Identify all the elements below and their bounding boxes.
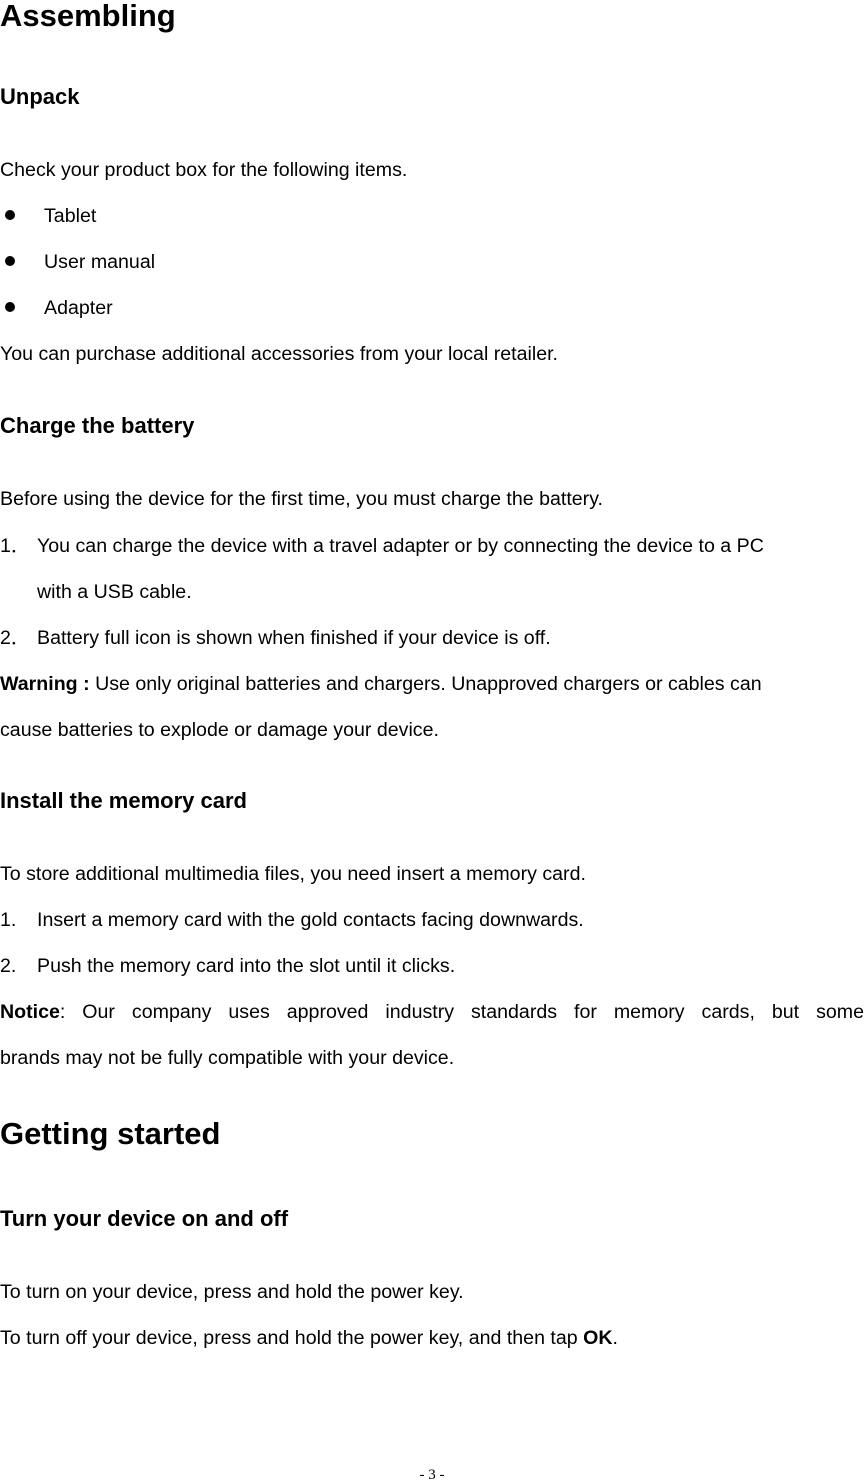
power-on-instruction: To turn on your device, press and hold the power key. bbox=[0, 1281, 464, 1303]
memory-step-number: 1. bbox=[0, 909, 17, 931]
heading-unpack: Unpack bbox=[0, 84, 80, 109]
unpack-item: User manual bbox=[44, 251, 156, 273]
notice-label: Notice bbox=[0, 1001, 60, 1023]
charge-step-text: Battery full icon is shown when finished if your device is off. bbox=[37, 627, 551, 649]
heading-turn-device-on-off: Turn your device on and off bbox=[0, 1206, 289, 1231]
memory-step-text: Push the memory card into the slot until it clicks. bbox=[37, 955, 456, 977]
unpack-outro: You can purchase additional accessories from your local retailer. bbox=[0, 343, 558, 365]
bullet-icon bbox=[5, 256, 15, 266]
memory-step-text: Insert a memory card with the gold contacts facing downwards. bbox=[37, 909, 584, 931]
charge-step-number: 1． bbox=[0, 535, 31, 557]
bullet-icon bbox=[5, 302, 15, 312]
ok-keyword: OK bbox=[583, 1327, 613, 1349]
charge-step-number: 2． bbox=[0, 627, 31, 649]
heading-charge-battery: Charge the battery bbox=[0, 413, 195, 438]
section-title-assembling: Assembling bbox=[0, 0, 176, 33]
charge-step-text: You can charge the device with a travel adapter or by connecting the device to a PC bbox=[37, 535, 764, 557]
memory-step-number: 2. bbox=[0, 955, 17, 977]
power-off-instruction bbox=[0, 1326, 618, 1350]
power-off-period: . bbox=[612, 1327, 618, 1349]
bullet-icon bbox=[5, 210, 15, 220]
section-title-getting-started: Getting started bbox=[0, 1116, 221, 1151]
warning-text-continued: cause batteries to explode or damage your device. bbox=[0, 719, 439, 741]
charge-step-text-continued: with a USB cable. bbox=[37, 581, 192, 603]
page-number: - 3 - bbox=[419, 1467, 445, 1483]
unpack-item: Tablet bbox=[44, 205, 97, 227]
warning-paragraph bbox=[0, 672, 762, 696]
heading-install-memory-card: Install the memory card bbox=[0, 788, 247, 813]
unpack-item: Adapter bbox=[44, 297, 113, 319]
charge-intro: Before using the device for the first time, you must charge the battery. bbox=[0, 488, 603, 510]
warning-label: Warning : bbox=[0, 673, 90, 695]
power-off-text: To turn off your device, press and hold the power key, and then tap bbox=[0, 1327, 578, 1349]
notice-text-continued: brands may not be fully compatible with your device. bbox=[0, 1047, 455, 1069]
unpack-intro: Check your product box for the following items. bbox=[0, 159, 408, 181]
notice-paragraph bbox=[0, 1000, 864, 1024]
notice-text: : Our company uses approved industry standards for memory cards, but some bbox=[59, 1001, 864, 1023]
warning-text: Use only original batteries and chargers. Unapproved chargers or cables can bbox=[95, 673, 762, 695]
memory-intro: To store additional multimedia files, you need insert a memory card. bbox=[0, 863, 586, 885]
